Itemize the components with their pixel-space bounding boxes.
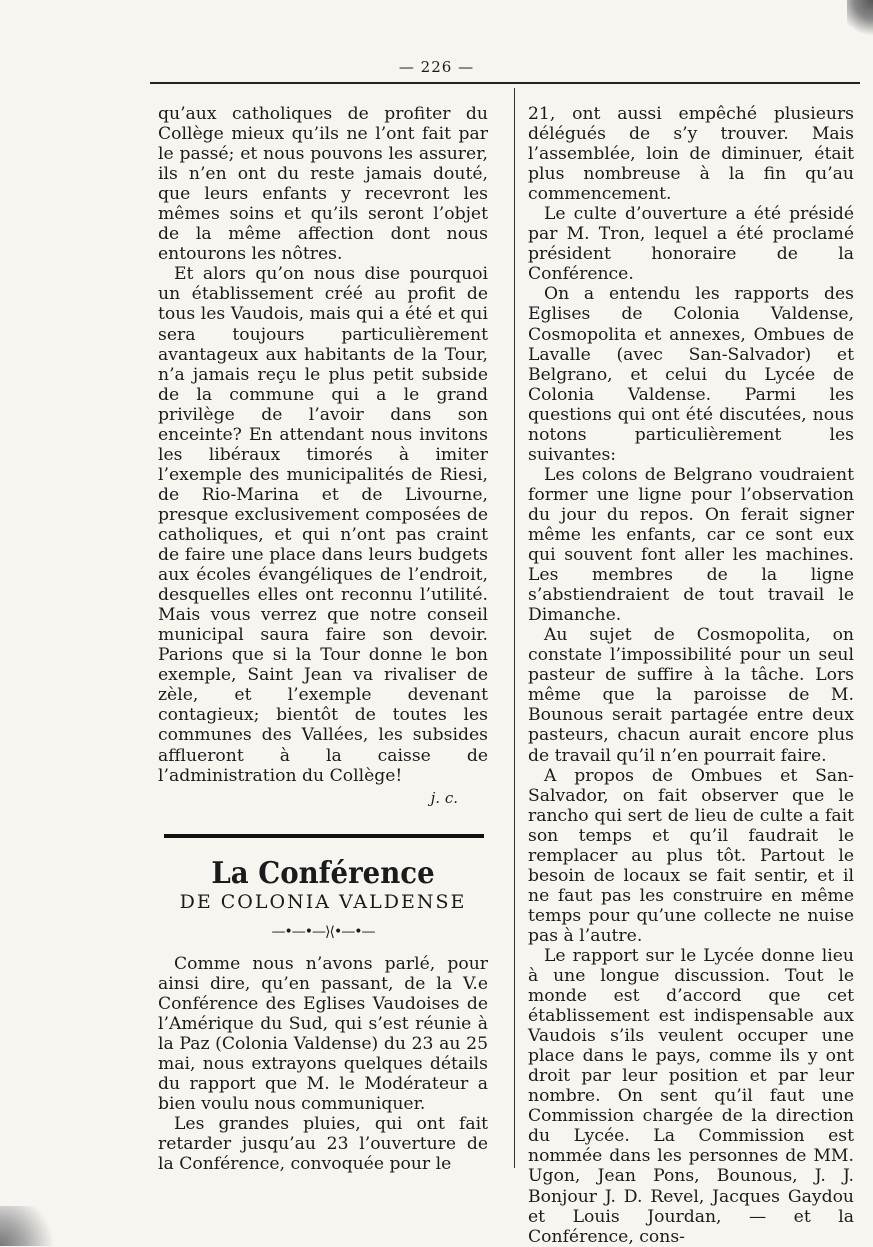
page-number: — 226 — — [398, 58, 475, 76]
paragraph: qu’aux catholiques de profiter du Collège mieux qu’ils ne l’ont fait par le passé; et nous pouvons les assurer, ils n’en ont du reste jamais douté, que leurs enfants y recevront les mêmes soins et qu’ils seront l’objet de la même affection dont nous entourons les nôtres. — [158, 104, 488, 265]
paragraph: Comme nous n’avons parlé, pour ainsi dire, qu’en passant, de la V.e Conférence des Eglises Vaudoises de l’Amérique du Sud, qui s’est réunie à la Paz (Colonia Valdense) du 23 au 25 mai, nous extrayons quelques détails du rapport que M. le Modérateur a bien voulu nous communiquer. — [158, 953, 488, 1115]
paragraph: Les grandes pluies, qui ont fait retarder jusqu’au 23 l’ouverture de la Conférence, convoquée pour le — [158, 1114, 488, 1175]
column-divider — [514, 88, 515, 1168]
signature: j. c. — [430, 788, 458, 807]
scan-smudge-top — [847, 0, 873, 40]
paragraph: On a entendu les rapports des Eglises de Colonia Valdense, Cosmopolita et annexes, Ombues de Lavalle (avec San-Salvador) et Belgrano, et celui du Lycée de Colonia Valdense. Parmi les questions qui ont été discutées, nous notons particulièrement les suivantes: — [528, 284, 854, 465]
ornament-divider: —•—•—⟩⟨•—•— — [271, 923, 375, 940]
article-title: La Conférence — [211, 855, 435, 891]
paragraph: Au sujet de Cosmopolita, on constate l’impossibilité pour un seul pasteur de suffire à la tâche. Lors même que la paroisse de M. Bounous serait partagée entre deux pasteurs, chacun aurait encore plus de travail qu’il n’en pourrait faire. — [528, 625, 854, 766]
paragraph: A propos de Ombues et San-Salvador, on fait observer que le rancho qui sert de lieu de culte a fait son temps et qu’il faudrait le remplacer au plus tôt. Partout le besoin de locaux se fait sentir, et il ne faut pas les construire en même temps pour qu’une collecte ne nuise pas à l’autre. — [528, 765, 854, 946]
scan-smudge-bottom — [0, 1206, 60, 1246]
section-rule — [164, 834, 484, 838]
paragraph: Et alors qu’on nous dise pourquoi un établissement créé au profit de tous les Vaudois, mais qui a été et qui sera toujours particulièrement avantageux aux habitants de la Tour, n’a jamais reçu le plus petit subside de la commune qui a le grand privilège de l’avoir dans son enceinte? En attendant nous invitons les libéraux timorés à imiter l’exemple des municipalités de Riesi, de Rio-Marina et de Livourne, presque exclusivement composées de catholiques, et qui n’ont pas craint de faire une place dans leurs budgets aux écoles évangéliques de l’endroit, desquelles elles ont reconnu l’utilité. Mais vous verrez que notre conseil municipal saura faire son devoir. Parions que si la Tour donne le bon exemple, Saint Jean va rivaliser de zèle, et l’exemple devenant contagieux; bientôt de toutes les communes des Vallées, les subsides afflueront à la caisse de l’administration du Collège! — [158, 264, 488, 786]
header-rule — [150, 82, 860, 84]
paragraph: Le rapport sur le Lycée donne lieu à une longue discussion. Tout le monde est d’accord que cet établissement est indispensable aux Vaudois s’ils veulent occuper une place dans le pays, comme ils y ont droit par leur position et par leur nombre. On sent qu’il faut une Commission chargée de la direction du Lycée. La Commission est nommée dans les personnes de MM. Ugon, Jean Pons, Bounous, J. J. Bonjour J. D. Revel, Jacques Gaydou et Louis Jourdan, — et la Conférence, cons- — [528, 945, 854, 1247]
article-subtitle: DE COLONIA VALDENSE — [179, 890, 467, 913]
paragraph: Les colons de Belgrano voudraient former une ligne pour l’observation du jour du repos. On ferait signer même les enfants, car ce sont eux qui souvent font aller les machines. Les membres de la ligne s’abstiendraient de tout travail le Dimanche. — [528, 464, 854, 626]
left-column — [158, 104, 488, 1174]
right-column — [528, 104, 854, 1247]
paragraph: 21, ont aussi empêché plusieurs délégués de s’y trouver. Mais l’assemblée, loin de diminuer, était plus nombreuse à la fin qu’au commencement. — [528, 104, 854, 205]
paragraph: Le culte d’ouverture a été présidé par M. Tron, lequel a été proclamé président honoraire de la Conférence. — [528, 204, 854, 285]
